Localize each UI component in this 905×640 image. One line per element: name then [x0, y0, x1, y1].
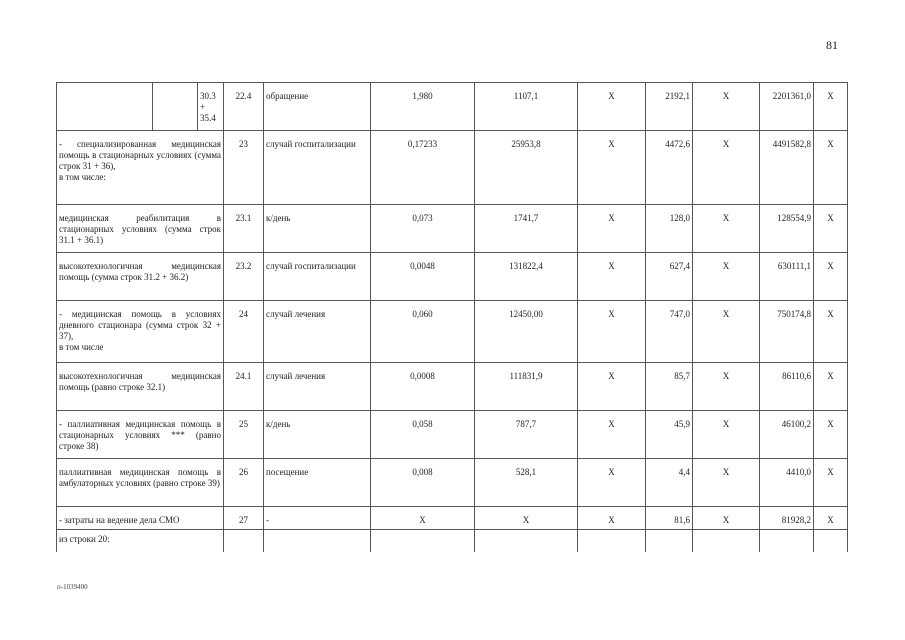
- cell-name: паллиативная медицинская помощь в амбулаторных условиях (равно строке 39): [57, 459, 224, 507]
- cell-row-number: 25: [224, 411, 264, 459]
- cell-row-number: 23.1: [224, 205, 264, 253]
- cell-row-number: 27: [224, 507, 264, 530]
- cell-x-2: Х: [693, 363, 760, 411]
- cell-value-1: 0,008: [371, 459, 475, 507]
- cell-value-4: 750174,8: [760, 301, 814, 363]
- cell-value-2: 1741,7: [475, 205, 578, 253]
- cell-row-number: 22.4: [224, 83, 264, 131]
- cell-x-1: Х: [578, 205, 646, 253]
- footer-code: п-1039400: [57, 583, 88, 591]
- cell-value-1: Х: [371, 507, 475, 530]
- cell-name: высокотехнологичная медицинская помощь (сумма строк 31.2 + 36.2): [57, 253, 224, 301]
- cell-code: 30.3 + 35.4: [198, 83, 224, 131]
- cell-name: - медицинская помощь в условиях дневного стационара (сумма строк 32 + 37), в том числе: [57, 301, 224, 363]
- table-row: [57, 205, 848, 253]
- cell-x-1: Х: [578, 507, 646, 530]
- cell-empty-b: [153, 83, 198, 131]
- cell-value-3: 85,7: [646, 363, 693, 411]
- cell-value-2: 111831,9: [475, 363, 578, 411]
- cell-value-4: 46100,2: [760, 411, 814, 459]
- cell-x-3: Х: [814, 131, 848, 205]
- table-row: [57, 253, 848, 301]
- cell-value-3: 2192,1: [646, 83, 693, 131]
- cell-x-3: Х: [814, 83, 848, 131]
- cell-x-2: Х: [693, 205, 760, 253]
- cell-value-4: 4491582,8: [760, 131, 814, 205]
- cell-x-2: Х: [693, 301, 760, 363]
- cell-x-3: Х: [814, 253, 848, 301]
- cell-value-1: 0,17233: [371, 131, 475, 205]
- cell-value-4: 86110,6: [760, 363, 814, 411]
- cell-value-3: 4472,6: [646, 131, 693, 205]
- table-row: [57, 363, 848, 411]
- cell-x-3: Х: [814, 363, 848, 411]
- cell-value-2: 1107,1: [475, 83, 578, 131]
- cell-x-2: Х: [693, 83, 760, 131]
- cell-row-number: 23: [224, 131, 264, 205]
- cell-x-3: Х: [814, 411, 848, 459]
- cell-value-3: 81,6: [646, 507, 693, 530]
- cell-value-2: 131822,4: [475, 253, 578, 301]
- cell-empty: [475, 530, 578, 552]
- cell-unit: -: [264, 507, 371, 530]
- table-row: [57, 530, 848, 552]
- cell-x-1: Х: [578, 301, 646, 363]
- cell-value-1: 0,0008: [371, 363, 475, 411]
- page-number: 81: [826, 38, 838, 52]
- table-row: [57, 131, 848, 205]
- cell-value-1: 1,980: [371, 83, 475, 131]
- cell-value-4: 128554,9: [760, 205, 814, 253]
- cell-x-2: Х: [693, 411, 760, 459]
- cell-row-number: 23.2: [224, 253, 264, 301]
- cell-x-3: Х: [814, 507, 848, 530]
- cell-empty: [224, 530, 264, 552]
- cell-x-3: Х: [814, 459, 848, 507]
- cell-name: - паллиативная медицинская помощь в стационарных условиях *** (равно строке 38): [57, 411, 224, 459]
- cell-name: из строки 20:: [57, 530, 224, 552]
- cell-empty: [814, 530, 848, 552]
- cell-value-3: 45,9: [646, 411, 693, 459]
- cell-empty: [646, 530, 693, 552]
- cell-unit: случай лечения: [264, 363, 371, 411]
- cell-value-2: 787,7: [475, 411, 578, 459]
- cell-x-1: Х: [578, 411, 646, 459]
- cell-value-1: 0,060: [371, 301, 475, 363]
- cell-unit: случай госпитализации: [264, 131, 371, 205]
- table-row: [57, 507, 848, 530]
- cell-empty-a: [57, 83, 153, 131]
- cell-value-4: 81928,2: [760, 507, 814, 530]
- cell-row-number: 24.1: [224, 363, 264, 411]
- cell-value-4: 4410,0: [760, 459, 814, 507]
- cell-x-1: Х: [578, 83, 646, 131]
- cell-x-2: Х: [693, 253, 760, 301]
- cell-unit: к/день: [264, 411, 371, 459]
- cell-name: высокотехнологичная медицинская помощь (равно строке 32.1): [57, 363, 224, 411]
- cell-name: медицинская реабилитация в стационарных условиях (сумма строк 31.1 + 36.1): [57, 205, 224, 253]
- cell-value-4: 2201361,0: [760, 83, 814, 131]
- cell-empty: [264, 530, 371, 552]
- cell-x-1: Х: [578, 131, 646, 205]
- table-row: [57, 459, 848, 507]
- cell-empty: [760, 530, 814, 552]
- cell-row-number: 26: [224, 459, 264, 507]
- table-row: [57, 301, 848, 363]
- cell-empty: [578, 530, 646, 552]
- table-row: [57, 411, 848, 459]
- cell-value-1: 0,073: [371, 205, 475, 253]
- cell-value-2: 25953,8: [475, 131, 578, 205]
- cell-name: - специализированная медицинская помощь в стационарных условиях (сумма строк 31 + 36), в том числе:: [57, 131, 224, 205]
- cell-x-3: Х: [814, 301, 848, 363]
- cell-value-2: 528,1: [475, 459, 578, 507]
- table-body: [57, 83, 848, 552]
- cell-name: - затраты на ведение дела СМО: [57, 507, 224, 530]
- cell-x-1: Х: [578, 459, 646, 507]
- cell-empty: [693, 530, 760, 552]
- table-row: [57, 83, 848, 131]
- cell-x-3: Х: [814, 205, 848, 253]
- cell-unit: случай лечения: [264, 301, 371, 363]
- cell-value-1: 0,0048: [371, 253, 475, 301]
- cell-value-3: 4,4: [646, 459, 693, 507]
- cell-empty: [371, 530, 475, 552]
- cell-unit: посещение: [264, 459, 371, 507]
- cell-x-2: Х: [693, 459, 760, 507]
- cell-value-3: 627,4: [646, 253, 693, 301]
- cell-value-3: 128,0: [646, 205, 693, 253]
- cell-x-2: Х: [693, 131, 760, 205]
- cell-value-2: 12450,00: [475, 301, 578, 363]
- cell-value-4: 630111,1: [760, 253, 814, 301]
- cell-value-3: 747,0: [646, 301, 693, 363]
- cell-value-1: 0,058: [371, 411, 475, 459]
- cell-unit: обращение: [264, 83, 371, 131]
- cell-unit: к/день: [264, 205, 371, 253]
- cell-x-2: Х: [693, 507, 760, 530]
- cell-unit: случай госпитализации: [264, 253, 371, 301]
- cell-value-2: Х: [475, 507, 578, 530]
- cell-x-1: Х: [578, 253, 646, 301]
- cell-x-1: Х: [578, 363, 646, 411]
- data-table: [56, 82, 848, 552]
- cell-row-number: 24: [224, 301, 264, 363]
